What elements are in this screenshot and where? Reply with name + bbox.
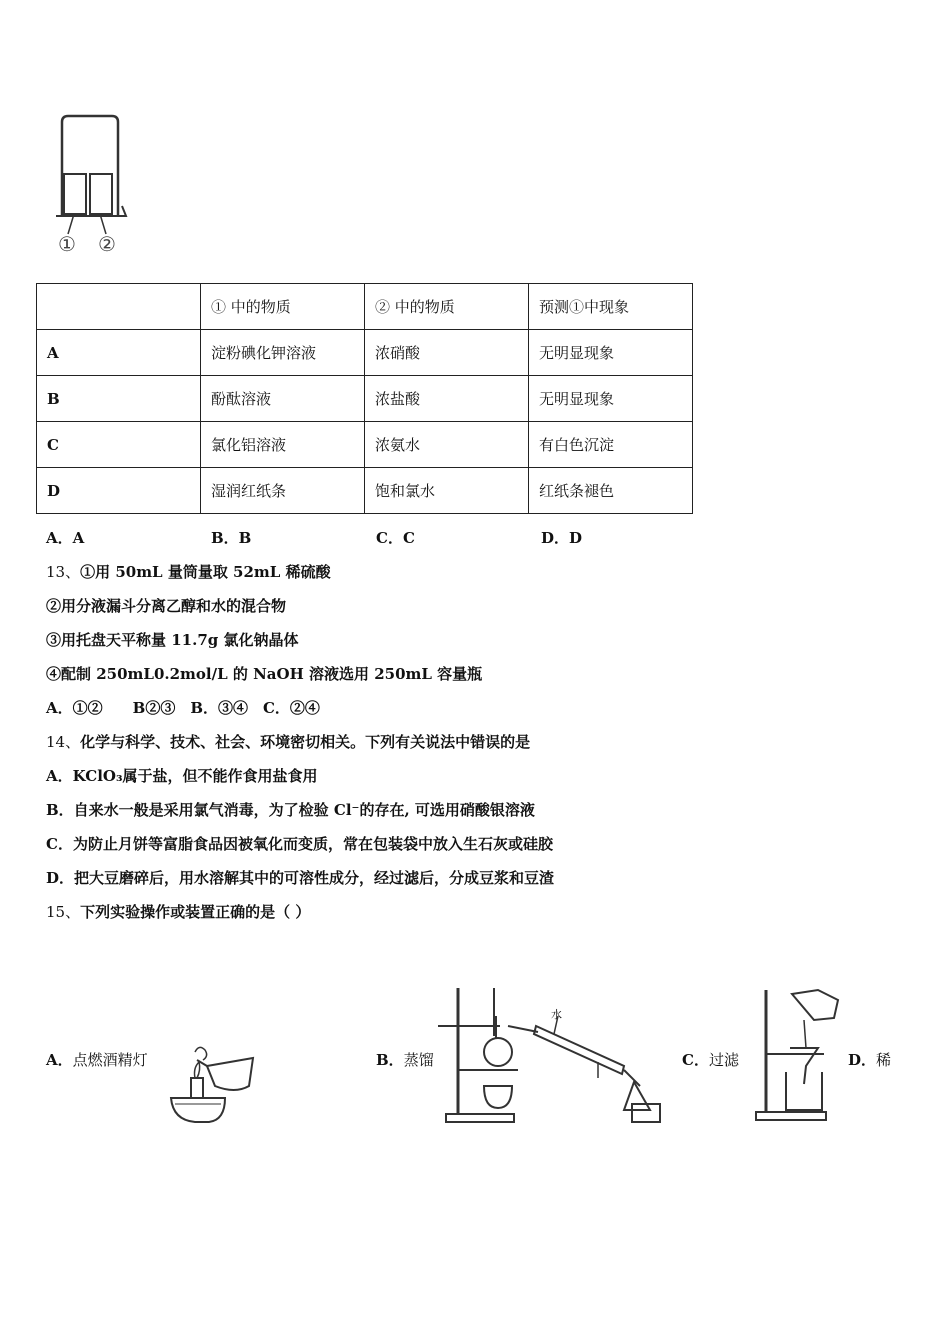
table-cell: 氯化铝溶液 [201, 422, 365, 468]
q14-option-c[interactable]: C．为防止月饼等富脂食品因被氧化而变质，常在包装袋中放入生石灰或硅胶 [46, 835, 553, 853]
q15-stem-line [46, 901, 310, 922]
q14-stem: 化学与科学、技术、社会、环境密切相关。下列有关说法中错误的是 [80, 733, 531, 751]
q15-option-d[interactable] [848, 1049, 891, 1070]
q15-option-letter: C． [682, 1051, 709, 1069]
table-cell: C [37, 422, 201, 468]
table-cell: ① 中的物质 [201, 284, 365, 330]
table-cell: D [37, 468, 201, 514]
table-row [37, 468, 693, 514]
table-cell: 浓氨水 [365, 422, 529, 468]
q15-option-label: 过滤 [708, 1051, 739, 1069]
table-cell: A [37, 330, 201, 376]
q15-option-letter: D． [848, 1051, 877, 1069]
table-cell: 有白色沉淀 [529, 422, 693, 468]
water-label: 水 [551, 1008, 562, 1021]
q15-option-label: 稀 [876, 1051, 892, 1069]
q15-option-label: 蒸馏 [403, 1051, 434, 1069]
q13-item-3: ③用托盘天平称量 11.7g 氯化钠晶体 [46, 631, 299, 649]
q15-option-a[interactable] [46, 1049, 148, 1070]
q14-option-b[interactable]: B．自来水一般是采用氯气消毒，为了检验 Cl⁻的存在, 可选用硝酸银溶液 [46, 801, 535, 819]
q15-option-c[interactable] [682, 1049, 739, 1070]
q13-item-2: ②用分液漏斗分离乙醇和水的混合物 [46, 597, 287, 615]
table-cell: 饱和氯水 [365, 468, 529, 514]
table-cell: ② 中的物质 [365, 284, 529, 330]
table-cell: 无明显现象 [529, 330, 693, 376]
alcohol-lamp-figure [165, 1042, 260, 1124]
table-cell: 浓硝酸 [365, 330, 529, 376]
q14-option-d[interactable]: D．把大豆磨碎后，用水溶解其中的可溶性成分，经过滤后，分成豆浆和豆渣 [46, 869, 555, 887]
q15-option-label: 点燃酒精灯 [72, 1051, 148, 1069]
table-cell: 红纸条褪色 [529, 468, 693, 514]
q15-number: 15、 [46, 903, 81, 921]
table-cell: 湿润红纸条 [201, 468, 365, 514]
table-cell [37, 284, 201, 330]
table-row [37, 422, 693, 468]
q13-item-4: ④配制 250mL0.2mol/L 的 NaOH 溶液选用 250mL 容量瓶 [46, 665, 483, 683]
figure-label-2: ② [98, 232, 116, 256]
table-row [37, 376, 693, 422]
q13-item-text: ①用 50mL 量筒量取 52mL 稀硫酸 [80, 563, 331, 581]
q13-item-1 [46, 561, 331, 582]
table-cell: 浓盐酸 [365, 376, 529, 422]
table-cell: B [37, 376, 201, 422]
q12-option-a[interactable]: A．A [46, 529, 85, 547]
q15-option-letter: B． [376, 1051, 404, 1069]
q15-option-letter: A． [46, 1051, 73, 1069]
q14-number: 14、 [46, 733, 81, 751]
table-header-row [37, 284, 693, 330]
table-row [37, 330, 693, 376]
q14-stem-line [46, 731, 530, 752]
filtration-figure [752, 988, 844, 1126]
q12-option-c[interactable]: C．C [376, 529, 415, 547]
q15-stem: 下列实验操作或装置正确的是（ ） [80, 903, 311, 921]
q13-options[interactable]: A．①② B②③ B．③④ C．②④ [46, 699, 320, 717]
q12-option-b[interactable]: B．B [211, 529, 252, 547]
q15-option-b[interactable] [376, 1049, 434, 1070]
table-cell: 无明显现象 [529, 376, 693, 422]
q14-option-a[interactable]: A．KClO₃属于盐，但不能作食用盐食用 [46, 767, 318, 785]
table-cell: 淀粉碘化钾溶液 [201, 330, 365, 376]
q12-table [36, 283, 693, 514]
table-cell: 预测①中现象 [529, 284, 693, 330]
table-cell: 酚酞溶液 [201, 376, 365, 422]
q12-option-d[interactable]: D．D [541, 529, 583, 547]
q13-number: 13、 [46, 563, 81, 581]
figure-label-1: ① [58, 232, 76, 256]
